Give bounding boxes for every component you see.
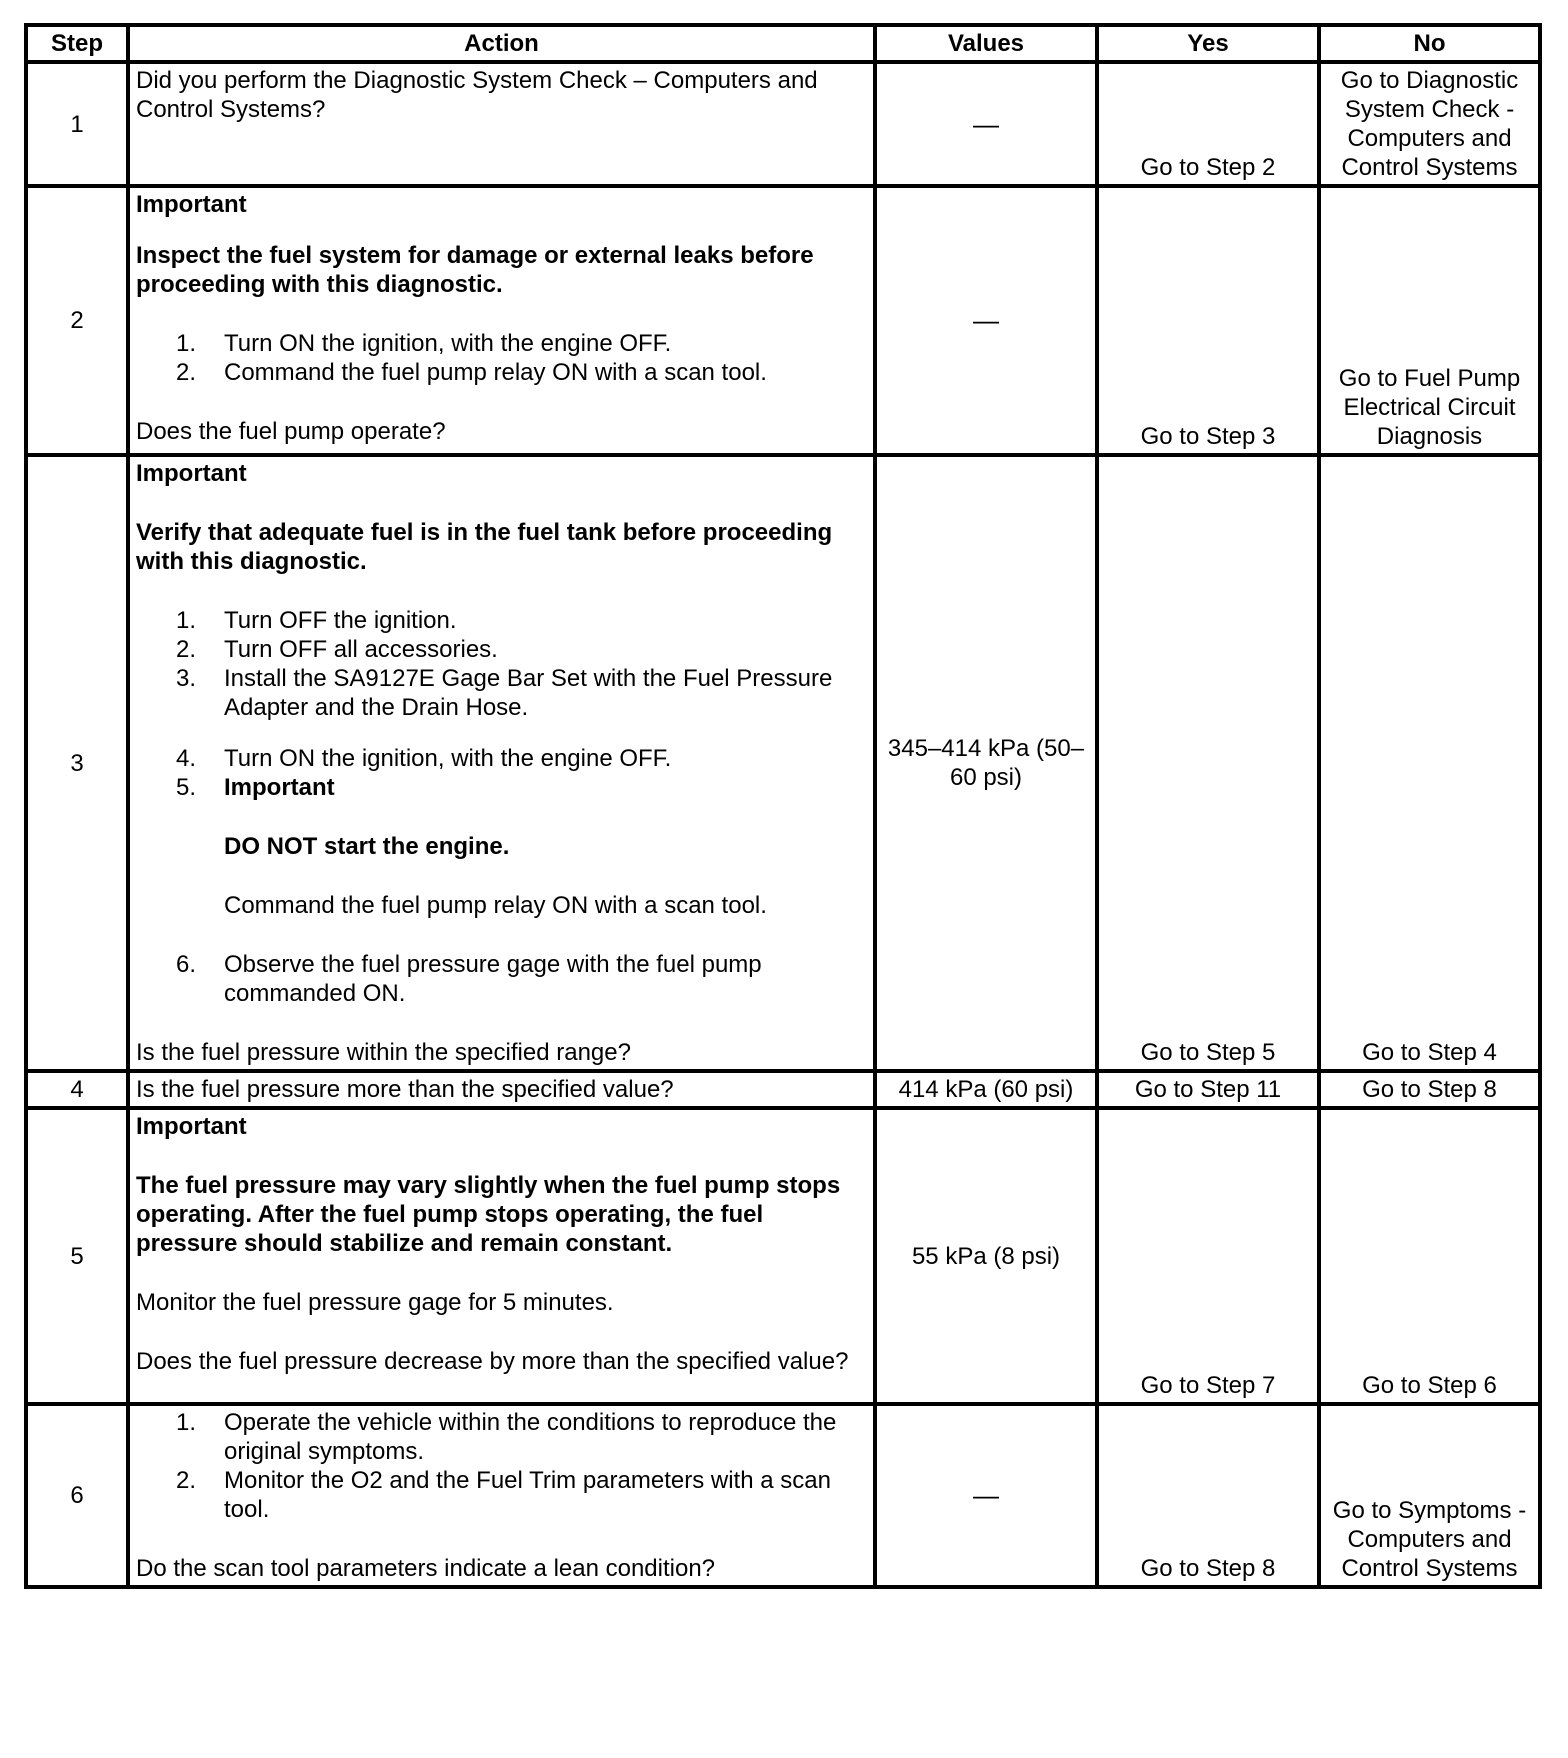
action-text: Monitor the fuel pressure gage for 5 minutes. xyxy=(136,1289,614,1316)
action-question: Did you perform the Diagnostic System Check – Computers and Control Systems? xyxy=(136,67,818,123)
yes-cell: Go to Step 8 xyxy=(1097,1404,1319,1587)
header-step: Step xyxy=(26,25,128,62)
important-label: Important xyxy=(136,1113,247,1140)
list-item: 2. Turn OFF all accessories. xyxy=(175,636,498,663)
action-cell xyxy=(128,62,875,186)
yes-cell: Go to Step 11 xyxy=(1097,1071,1319,1108)
step-number: 2 xyxy=(26,186,128,455)
step-number: 3 xyxy=(26,455,128,1071)
action-question: Does the fuel pump operate? xyxy=(136,418,446,445)
step-number: 5 xyxy=(26,1108,128,1404)
no-cell: Go to Fuel Pump Electrical Circuit Diagnosis xyxy=(1319,186,1540,455)
header-no: No xyxy=(1319,25,1540,62)
values-cell: — xyxy=(875,186,1097,455)
yes-cell: Go to Step 2 xyxy=(1097,62,1319,186)
action-cell xyxy=(128,1071,875,1108)
header-row xyxy=(26,25,1540,62)
yes-cell: Go to Step 5 xyxy=(1097,455,1319,1071)
step-number: 4 xyxy=(26,1071,128,1108)
action-cell xyxy=(128,186,875,455)
header-yes: Yes xyxy=(1097,25,1319,62)
values-cell: 345–414 kPa (50–60 psi) xyxy=(875,455,1097,1071)
table-row-step-3 xyxy=(26,455,1540,1071)
values-cell: — xyxy=(875,1404,1097,1587)
no-cell: Go to Diagnostic System Check - Computers and Control Systems xyxy=(1319,62,1540,186)
sub-text: Command the fuel pump relay ON with a scan tool. xyxy=(224,892,767,919)
list-item: 4. Turn ON the ignition, with the engine OFF. xyxy=(175,745,672,772)
header-action: Action xyxy=(128,25,875,62)
procedure-list xyxy=(136,1408,867,1524)
list-item: 5. Important xyxy=(175,774,335,801)
diagnostic-table xyxy=(24,23,1542,1589)
no-cell: Go to Step 8 xyxy=(1319,1071,1540,1108)
no-cell: Go to Symptoms - Computers and Control Systems xyxy=(1319,1404,1540,1587)
action-question: Do the scan tool parameters indicate a lean condition? xyxy=(136,1555,716,1582)
step-number: 1 xyxy=(26,62,128,186)
action-question: Does the fuel pressure decrease by more than the specified value? xyxy=(136,1348,849,1375)
table-row-step-5 xyxy=(26,1108,1540,1404)
yes-cell: Go to Step 3 xyxy=(1097,186,1319,455)
list-item: 1. Operate the vehicle within the conditions to reproduce the original symptoms. xyxy=(175,1409,837,1465)
table-row-step-4 xyxy=(26,1071,1540,1108)
procedure-list xyxy=(136,329,867,387)
important-text: Verify that adequate fuel is in the fuel tank before proceeding with this diagnostic. xyxy=(136,519,833,575)
table-row-step-2 xyxy=(26,186,1540,455)
values-cell: 414 kPa (60 psi) xyxy=(875,1071,1097,1108)
table-row-step-6 xyxy=(26,1404,1540,1587)
yes-cell: Go to Step 7 xyxy=(1097,1108,1319,1404)
important-label: Important xyxy=(136,191,247,218)
list-item: 3. Install the SA9127E Gage Bar Set with the Fuel Pressure Adapter and the Drain Hose. xyxy=(175,665,833,721)
action-cell xyxy=(128,1404,875,1587)
procedure-list xyxy=(136,950,867,1008)
procedure-list xyxy=(136,744,867,802)
important-label: Important xyxy=(136,460,247,487)
list-item: 1. Turn OFF the ignition. xyxy=(175,607,457,634)
list-item: 1. Turn ON the ignition, with the engine OFF. xyxy=(175,330,672,357)
table-row-step-1 xyxy=(26,62,1540,186)
no-cell: Go to Step 4 xyxy=(1319,455,1540,1071)
values-cell: 55 kPa (8 psi) xyxy=(875,1108,1097,1404)
list-item: 6. Observe the fuel pressure gage with the fuel pump commanded ON. xyxy=(175,951,762,1007)
action-question: Is the fuel pressure within the specified range? xyxy=(136,1039,631,1066)
action-question: Is the fuel pressure more than the specified value? xyxy=(136,1076,674,1103)
no-cell: Go to Step 6 xyxy=(1319,1108,1540,1404)
important-text: Inspect the fuel system for damage or external leaks before proceeding with this diagnostic. xyxy=(136,242,814,298)
header-values: Values xyxy=(875,25,1097,62)
step-number: 6 xyxy=(26,1404,128,1587)
procedure-list xyxy=(136,606,867,722)
values-cell: — xyxy=(875,62,1097,186)
action-cell xyxy=(128,455,875,1071)
list-item: 2. Command the fuel pump relay ON with a scan tool. xyxy=(175,359,767,386)
list-item: 2. Monitor the O2 and the Fuel Trim parameters with a scan tool. xyxy=(175,1467,831,1523)
important-text: The fuel pressure may vary slightly when the fuel pump stops operating. After the fuel pump stops operating, the fuel pressure should stabilize and remain constant. xyxy=(136,1172,841,1257)
sub-important-text: DO NOT start the engine. xyxy=(224,833,510,860)
action-cell xyxy=(128,1108,875,1404)
